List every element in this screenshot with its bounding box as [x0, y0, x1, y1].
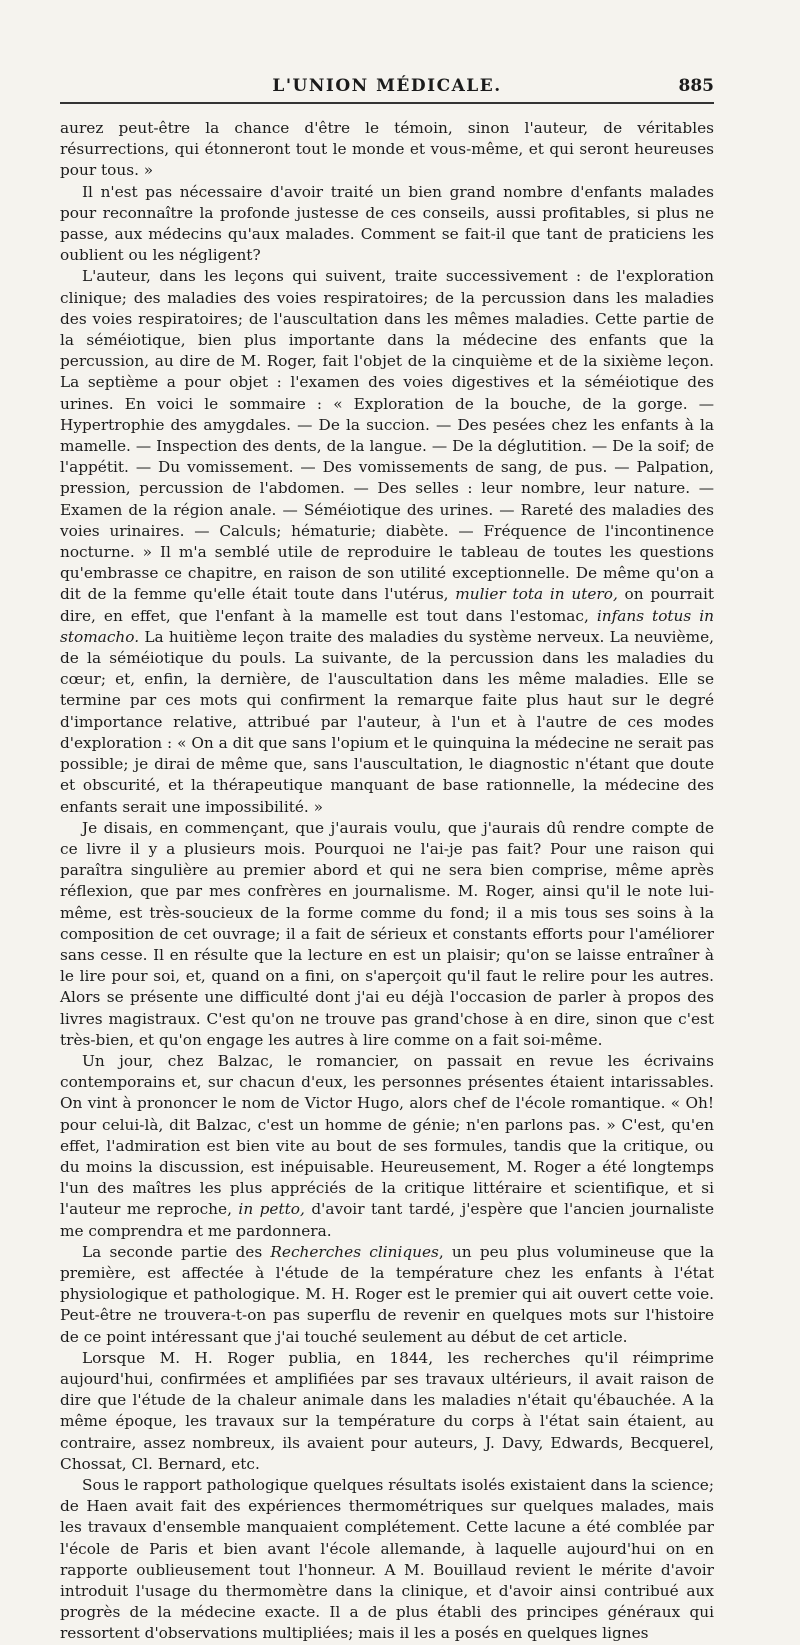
paragraph-5-tail: d'avoir tant tardé, j'espère que l'ancien journaliste me comprendra et me pardonnera.: [60, 1200, 714, 1240]
paragraph-3: [60, 266, 714, 817]
paragraph-1: aurez peut-être la chance d'être le témoin, sinon l'auteur, de véritables résurrections, qui étonneront tout le monde et vous-même, et qui seront heureuses pour tous. »: [60, 119, 714, 180]
italic-in-petto: in petto,: [238, 1200, 305, 1219]
paragraph-3-mid: on pourrait dire, en effet, que l'enfant à la mamelle est tout dans l'estomac,: [60, 585, 714, 625]
page-header: [60, 70, 714, 106]
running-title: L'UNION MÉDICALE.: [272, 76, 502, 96]
paragraph-2: Il n'est pas nécessaire d'avoir traité un bien grand nombre d'enfants malades pour reconnaître la profonde justesse de ces conseils, aussi profitables, si plus ne passe, aux médecins qu'aux malades. Comment se fait-il que tant de praticiens les oublient ou les négligent?: [60, 182, 714, 265]
book-title-italic: Recherches cliniques: [270, 1242, 439, 1261]
paragraph-6-text: La seconde partie des: [82, 1242, 271, 1261]
paragraph-3-text: L'auteur, dans les leçons qui suivent, traite successivement : de l'exploration clinique; des maladies des voies respiratoires; de la percussion dans les maladies des voies respiratoires; de l'auscultation dans les mêmes maladies. Cette partie de la séméiotique, bien plus importante dans la médecine des enfants que la percussion, au dire de M. Roger, fait l'objet de la cinquième et de la sixième leçon. La septième a pour objet : l'examen des voies digestives et la séméiotique des urines. En voici le sommaire : « Exploration de la bouche, de la gorge. — Hypertrophie des amygdales. — De la succion. — Des pesées chez les enfants à la mamelle. — Inspection des dents, de la langue. — De la déglutition. — De la soif; de l'appétit. — Du vomissement. — Des vomissements de sang, de pus. — Palpation, pression, percussion de l'abdomen. — Des selles : leur nombre, leur nature. — Examen de la région anale. — Séméiotique des urines. — Rareté des maladies des voies urinaires. — Calculs; hématurie; diabète. — Fréquence de l'incontinence nocturne. » Il m'a semblé utile de reproduire le tableau de toutes les questions qu'embrasse ce chapitre, en raison de son utilité exceptionnelle. De même qu'on a dit de la femme qu'elle était toute dans l'utérus,: [60, 267, 714, 604]
paragraph-5: [60, 1051, 714, 1242]
latin-phrase-2: infans totus in stomacho.: [60, 606, 714, 646]
paragraph-3-tail: La huitième leçon traite des maladies du système nerveux. La neuvième, de la séméiotique du pouls. La suivante, de la percussion dans les maladies du cœur; et, enfin, la dernière, de l'auscultation dans les même maladies. Elle se termine par ces mots qui confirment la remarque faite plus haut sur le degré d'importance relative, attribué par l'auteur, à l'un et à l'autre de ces modes d'exploration : « On a dit que sans l'opium et le quinquina la médecine ne serait pas possible; je dirai de même que, sans l'auscultation, le diagnostic n'étant que doute et obscurité, et la thérapeutique manquant de base rationnelle, la médecine des enfants serait une impossibilité. »: [60, 627, 714, 816]
paragraph-5-text: Un jour, chez Balzac, le romancier, on passait en revue les écrivains contemporains et, sur chacun d'eux, les personnes présentes étaient intarissables. On vint à prononcer le nom de Victor Hugo, alors chef de l'école romantique. « Oh! pour celui-là, dit Balzac, c'est un homme de génie; n'en parlons pas. » C'est, qu'en effet, l'admiration est bien vite au bout de ses formules, tandis que la critique, ou du moins la discussion, est inépuisable. Heureusement, M. Roger a été longtemps l'un des maîtres les plus appréciés de la critique littéraire et scientifique, et si l'auteur me reproche,: [60, 1051, 714, 1219]
latin-phrase-1: mulier tota in utero,: [455, 585, 618, 604]
article-body: [60, 118, 714, 1645]
header-rule: [60, 102, 714, 104]
paragraph-4: Je disais, en commençant, que j'aurais voulu, que j'aurais dû rendre compte de ce livre il y a plusieurs mois. Pourquoi ne l'ai-je pas fait? Pour une raison qui paraîtra singulière au premier abord et qui ne sera bien comprise, même après réflexion, que par mes confrères en journalisme. M. Roger, ainsi qu'il le note lui-même, est très-soucieux de la forme comme du fond; il a mis tous ses soins à la composition de cet ouvrage; il a fait de sérieux et constants efforts pour l'améliorer sans cesse. Il en résulte que la lecture en est un plaisir; qu'on se laisse entraîner à le lire pour soi, et, quand on a fini, on s'aperçoit qu'il faut le relire pour les autres. Alors se présente une difficulté dont j'ai eu déjà l'occasion de parler à propos des livres magistraux. C'est qu'on ne trouve pas grand'chose à en dire, sinon que c'est très-bien, et qu'on engage les autres à lire comme on a fait soi-même.: [60, 818, 714, 1049]
paragraph-6: [60, 1242, 714, 1348]
paragraph-7: Lorsque M. H. Roger publia, en 1844, les recherches qu'il réimprime aujourd'hui, confirmées et amplifiées par ses travaux ultérieurs, il avait raison de dire que l'étude de la chaleur animale dans les maladies n'était qu'ébauchée. A la même époque, les travaux sur la température du corps à l'état sain étaient, au contraire, assez nombreux, ils avaient pour auteurs, J. Davy, Edwards, Becquerel, Chossat, Cl. Bernard, etc.: [60, 1348, 714, 1473]
paragraph-8: Sous le rapport pathologique quelques résultats isolés existaient dans la science; de Haen avait fait des expériences thermométriques sur quelques malades, mais les travaux d'ensemble manquaient complétement. Cette lacune a été comblée par l'école de Paris et bien avant l'école allemande, à laquelle aujourd'hui on en rapporte oublieusement tout l'honneur. A M. Bouillaud revient le mérite d'avoir introduit l'usage du thermomètre dans la clinique, et d'avoir ainsi contribué aux progrès de la médecine exacte. Il a de plus établi des principes généraux qui ressortent d'observations multipliées; mais il les a posés en quelques lignes: [60, 1476, 714, 1643]
page-number: 885: [678, 76, 714, 96]
paragraph-6-tail: , un peu plus volumineuse que la première, est affectée à l'étude de la température chez les enfants à l'état physiologique et pathologique. M. H. Roger est le premier qui ait ouvert cette voie. Peut-être ne trouvera-t-on pas superflu de revenir en quelques mots sur l'histoire de ce point intéressant que j'ai touché seulement au début de cet article.: [60, 1242, 714, 1346]
page: [60, 0, 714, 1643]
